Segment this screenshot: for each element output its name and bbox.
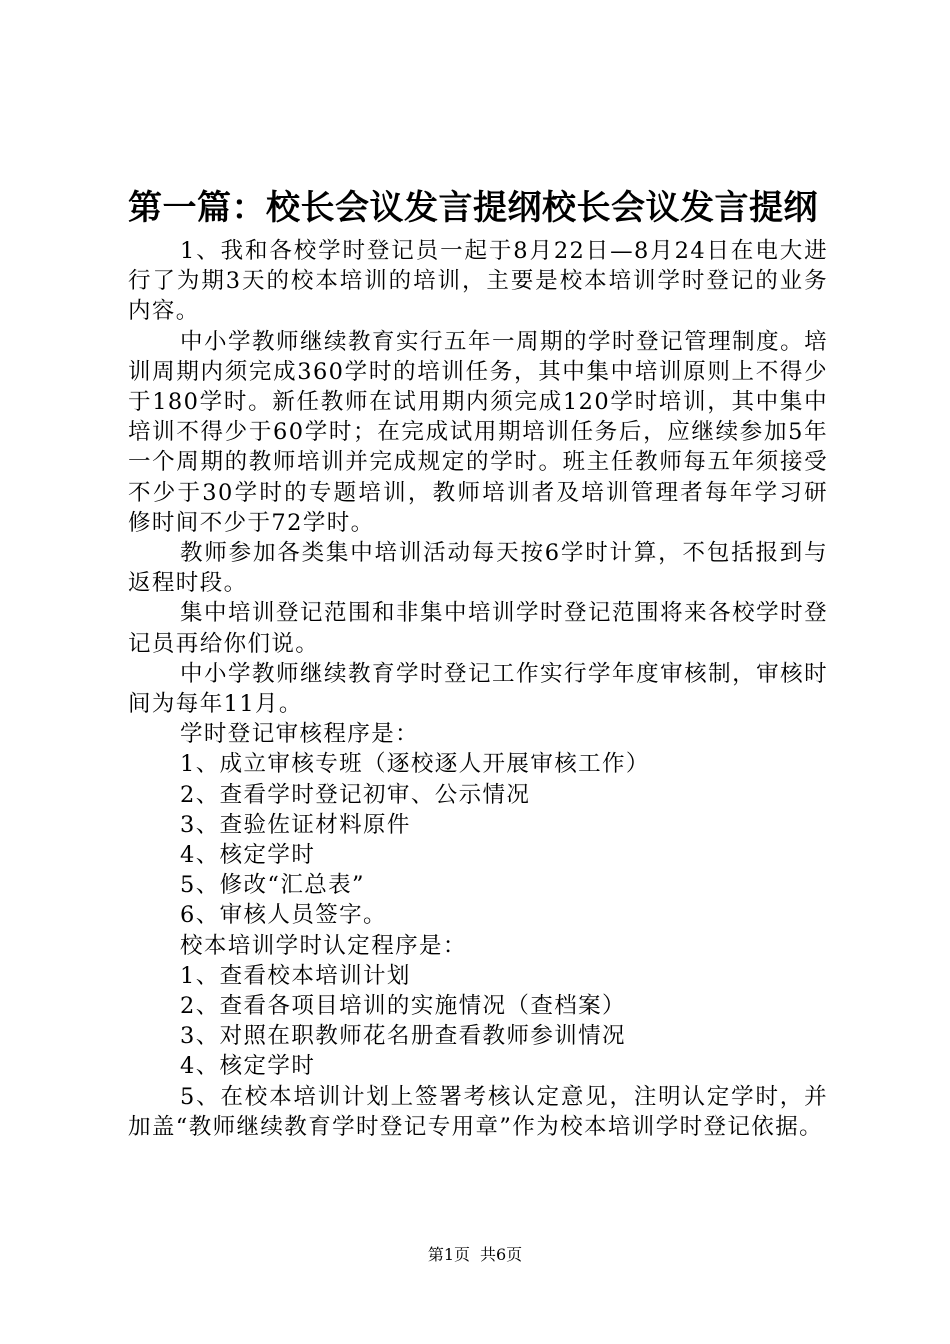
school-step: 2、查看各项目培训的实施情况（查档案） [180,993,626,1020]
school-step: 4、核定学时 [180,1053,316,1080]
review-step: 3、查验佐证材料原件 [180,811,411,838]
paragraph-registration-scope: 集中培训登记范围和非集中培训学时登记范围将来各校学时登记员再给你们说。 [128,600,828,657]
review-procedure-heading: 学时登记审核程序是： [180,721,420,748]
document-body [128,236,828,1142]
paragraph-daily-hours: 教师参加各类集中培训活动每天按6学时计算，不包括报到与返程时段。 [128,540,828,597]
page-footer [0,1243,950,1267]
review-step: 5、修改“汇总表” [180,872,365,899]
review-step: 6、审核人员签字。 [180,902,387,929]
page-number: 第1页 [427,1245,470,1264]
paragraph-closing-step: 5、在校本培训计划上签署考核认定意见，注明认定学时，并加盖“教师继续教育学时登记专用章”作为校本培训学时登记依据。 [128,1083,828,1140]
review-step: 1、成立审核专班（逐校逐人开展审核工作） [180,751,650,778]
paragraph-registration-system: 中小学教师继续教育实行五年一周期的学时登记管理制度。培训周期内须完成360学时的培训任务，其中集中培训原则上不得少于180学时。新任教师在试用期内须完成120学时培训，其中集中培训不得少于60学时；在完成试用期培训任务后，应继续参加5年一个周期的教师培训并完成规定的学时。班主任教师每五年须接受不少于30学时的专题培训，教师培训者及培训管理者每年学习研修时间不少于72学时。 [128,328,828,536]
school-step: 3、对照在职教师花名册查看教师参训情况 [180,1023,626,1050]
school-procedure-heading: 校本培训学时认定程序是： [180,932,467,959]
review-step: 4、核定学时 [180,842,316,869]
review-step: 2、查看学时登记初审、公示情况 [180,781,531,808]
page-total: 共6页 [480,1245,523,1264]
paragraph-annual-review: 中小学教师继续教育学时登记工作实行学年度审核制，审核时间为每年11月。 [128,660,828,718]
school-step: 1、查看校本培训计划 [180,962,411,989]
document-title: 第一篇：校长会议发言提纲校长会议发言提纲 [128,188,818,228]
paragraph-training-summary: 1、我和各校学时登记员一起于8月22日—8月24日在电大进行了为期3天的校本培训的培训，主要是校本培训学时登记的业务内容。 [128,238,828,325]
